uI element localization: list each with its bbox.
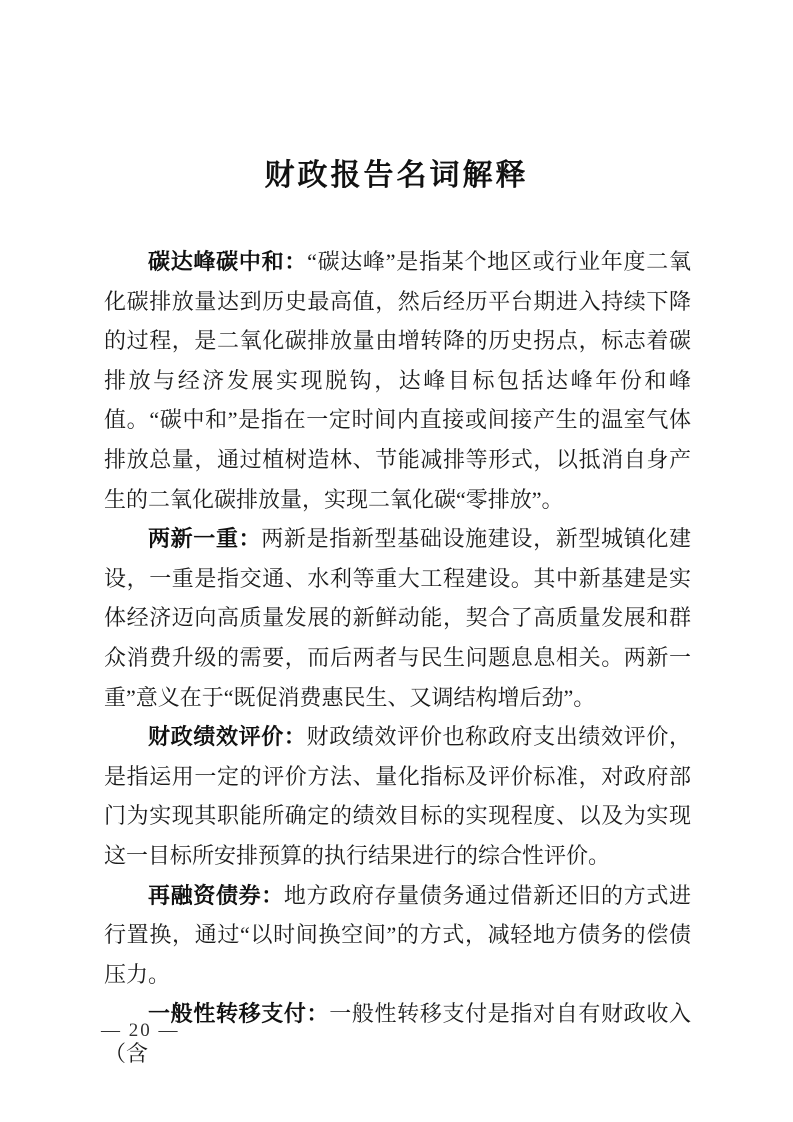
glossary-paragraph	[104, 994, 691, 1073]
glossary-paragraph	[104, 519, 691, 717]
term-label: 碳达峰碳中和：	[148, 249, 308, 274]
glossary-paragraph	[104, 717, 691, 875]
paragraph-text: 两新是指新型基础设施建设，新型城镇化建设，一重是指交通、水利等重大工程建设。其中新基建是实体经济迈向高质量发展的新鲜动能，契合了高质量发展和群众消费升级的需要，而后两者与民生问题息息相关。两新一重”意义在于“既促消费惠民生、又调结构增后劲”。	[104, 526, 691, 710]
paragraph-text: 财政绩效评价也称政府支出绩效评价，是指运用一定的评价方法、量化指标及评价标准，对政府部门为实现其职能所确定的绩效目标的实现程度、以及为实现这一目标所安排预算的执行结果进行的综合性评价。	[104, 724, 691, 868]
term-label: 财政绩效评价：	[148, 724, 307, 750]
term-label: 一般性转移支付：	[148, 1001, 330, 1027]
page-title: 财政报告名词解释	[264, 159, 529, 192]
paragraph-text: 一般性转移支付是指对自有财政收入（含	[104, 1001, 691, 1066]
term-label: 再融资债券：	[148, 882, 284, 908]
paragraph-text: “碳达峰”是指某个地区或行业年度二氧化碳排放量达到历史最高值，然后经历平台期进入持续下降的过程，是二氧化碳排放量由增转降的历史拐点，标志着碳排放与经济发展实现脱钩，达峰目标包括达峰年份和峰值。“碳中和”是指在一定时间内直接或间接产生的温室气体排放总量，通过植树造林、节能减排等形式，以抵消自身产生的二氧化碳排放量，实现二氧化碳“零排放”。	[104, 249, 691, 512]
paragraph-text: 地方政府存量债务通过借新还旧的方式进行置换，通过“以时间换空间”的方式，减轻地方债务的偿债压力。	[104, 882, 691, 987]
glossary-paragraph	[104, 242, 691, 519]
term-label: 两新一重：	[148, 526, 262, 552]
glossary-paragraph	[104, 876, 691, 995]
document-content	[104, 242, 691, 1073]
page-number: — 20 —	[101, 1020, 180, 1041]
